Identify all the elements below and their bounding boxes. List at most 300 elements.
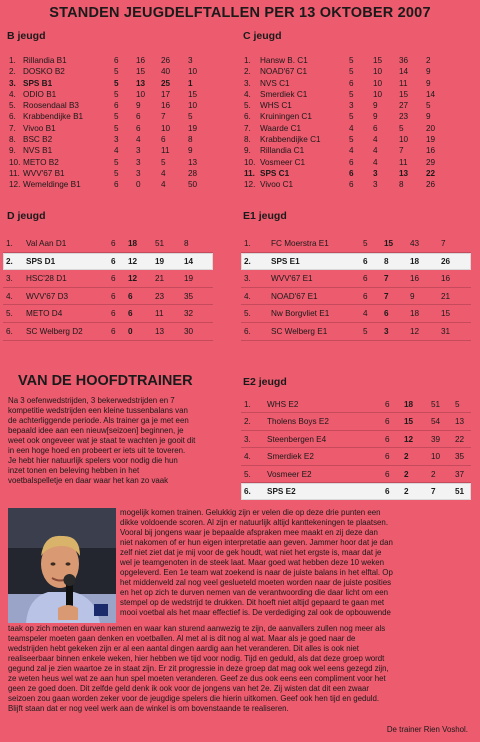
played-cell: 5: [349, 89, 354, 99]
table-row: [3, 235, 213, 253]
table-row: [243, 111, 473, 122]
rank-cell: 5.: [244, 101, 251, 111]
points-cell: 15: [404, 417, 414, 427]
rank-cell: 1.: [244, 400, 251, 409]
team-cell: Waarde C1: [260, 123, 302, 133]
e2-jeugd-table: [241, 396, 471, 500]
table-row: [241, 235, 471, 253]
table-row: [8, 168, 223, 179]
team-cell: METO B2: [23, 157, 59, 167]
table-row: [243, 100, 473, 111]
goals-against-cell: 10: [188, 101, 198, 111]
e1-jeugd-table: [241, 235, 471, 341]
goals-for-cell: 7: [161, 112, 166, 122]
text-line: ze weten heus wel wat ze aan hun spel moeten veranderen. Geef ze dus ook eens een compliment voor het: [8, 674, 386, 684]
goals-for-cell: 4: [161, 168, 166, 178]
team-cell: Wemeldinge B1: [23, 180, 81, 190]
played-cell: 6: [385, 400, 390, 409]
text-line: dikke voldoende scoren. Al zijn er natuurlijk altijd kanttekeningen te plaatsen.: [120, 518, 389, 528]
text-line: opgeleverd. Een 1e team wat zoekend is naar de juiste balans in het elftal. Op: [120, 568, 393, 578]
table-row: [243, 157, 473, 168]
played-cell: 5: [349, 67, 354, 77]
table-row: [241, 466, 471, 483]
goals-for-cell: 11: [161, 146, 170, 156]
goals-against-cell: 51: [455, 486, 465, 496]
team-cell: SPS E1: [271, 256, 300, 266]
goals-for-cell: 40: [161, 67, 171, 77]
text-line: Vooral bij jongens waar je bepaalde afspraken mee maakt en zij deze dan: [120, 528, 378, 538]
team-cell: ODIO B1: [23, 89, 57, 99]
rank-cell: 5.: [244, 309, 251, 319]
goals-against-cell: 32: [184, 309, 194, 319]
text-line: weet ook ongeveer wat je staat te wachten je gooit dit: [8, 436, 196, 446]
goals-for-cell: 10: [431, 452, 441, 462]
goals-against-cell: 37: [455, 469, 465, 479]
table-row: [3, 288, 213, 306]
goals-against-cell: 3: [188, 56, 193, 65]
points-cell: 10: [373, 67, 383, 77]
points-cell: 6: [373, 123, 378, 133]
goals-for-cell: 18: [410, 256, 420, 266]
table-row: [243, 179, 473, 190]
rank-cell: 5.: [6, 309, 13, 319]
text-line: bepaald idee aan een nieuw[seizoen] beginnen, je: [8, 426, 184, 436]
rank-cell: 6.: [6, 326, 13, 336]
goals-for-cell: 17: [161, 89, 171, 99]
team-cell: DOSKO B2: [23, 67, 65, 77]
table-row: [243, 78, 473, 89]
goals-against-cell: 14: [426, 89, 436, 99]
points-cell: 0: [136, 180, 141, 190]
team-cell: Rillandia B1: [23, 56, 67, 65]
rank-cell: 8.: [9, 135, 16, 145]
played-cell: 6: [111, 256, 116, 266]
table-row: [8, 78, 223, 89]
goals-for-cell: 23: [399, 112, 409, 122]
goals-against-cell: 26: [426, 180, 436, 190]
goals-for-cell: 10: [399, 135, 409, 145]
rank-cell: 5.: [244, 469, 251, 479]
goals-for-cell: 7: [431, 486, 436, 496]
goals-for-cell: 11: [155, 309, 164, 319]
goals-against-cell: 22: [455, 434, 465, 444]
goals-against-cell: 20: [426, 123, 436, 133]
b-jeugd-table: [8, 55, 223, 191]
goals-for-cell: 16: [410, 274, 420, 284]
goals-for-cell: 25: [161, 78, 171, 88]
team-cell: BSC B2: [23, 135, 53, 145]
played-cell: 6: [363, 291, 368, 301]
played-cell: 5: [114, 89, 119, 99]
rank-cell: 6.: [244, 326, 251, 336]
team-cell: Kruiningen C1: [260, 112, 312, 122]
table-row: [8, 157, 223, 168]
goals-against-cell: 5: [426, 101, 431, 111]
rank-cell: 7.: [9, 123, 16, 133]
d-jeugd-heading: D jeugd: [7, 210, 46, 222]
article-body-full: [8, 624, 478, 714]
points-cell: 0: [128, 326, 133, 336]
goals-against-cell: 29: [426, 157, 436, 167]
goals-for-cell: 4: [161, 180, 166, 190]
text-line: en het op zich te durven nemen van de verantwoording die daar licht om een: [120, 588, 389, 598]
rank-cell: 3.: [244, 78, 251, 88]
rank-cell: 8.: [244, 135, 251, 145]
text-line: kompetitie wedstrijden een kleine tussenbalans van: [8, 406, 188, 416]
team-cell: Smerdiek E2: [267, 452, 314, 462]
points-cell: 3: [373, 180, 378, 190]
played-cell: 6: [385, 452, 390, 462]
played-cell: 6: [349, 180, 354, 190]
goals-against-cell: 1: [188, 78, 193, 88]
table-row: [241, 253, 471, 271]
goals-against-cell: 5: [455, 400, 460, 409]
points-cell: 13: [136, 78, 146, 88]
points-cell: 12: [404, 434, 414, 444]
team-cell: Vivoo B1: [23, 123, 56, 133]
goals-for-cell: 14: [399, 67, 409, 77]
team-cell: Steenbergen E4: [267, 434, 327, 444]
played-cell: 6: [385, 469, 390, 479]
rank-cell: 5.: [9, 101, 16, 111]
points-cell: 3: [384, 326, 389, 336]
team-cell: METO D4: [26, 309, 63, 319]
text-line: niet nakomen of er hun eigen interpretatie aan geven. Jammer hoor dat je dan: [120, 538, 393, 548]
team-cell: Krabbendijke C1: [260, 135, 321, 145]
table-row: [243, 89, 473, 100]
goals-against-cell: 16: [441, 274, 451, 284]
table-row: [8, 55, 223, 66]
rank-cell: 9.: [9, 146, 16, 156]
goals-against-cell: 30: [184, 326, 194, 336]
trainer-photo: [8, 508, 116, 623]
team-cell: NOAD'67 C1: [260, 67, 308, 77]
goals-against-cell: 19: [184, 274, 194, 284]
table-row: [8, 100, 223, 111]
text-line: stempel op de wedstrijd te drukken. Dit hoeft niet altijd gepaard te gaan met: [120, 598, 385, 608]
points-cell: 4: [373, 146, 378, 156]
team-cell: WHS C1: [260, 101, 292, 111]
team-cell: SPS C1: [260, 168, 290, 178]
team-cell: Tholens Boys E2: [267, 417, 329, 427]
goals-for-cell: 11: [399, 157, 408, 167]
played-cell: 5: [363, 239, 368, 248]
table-row: [8, 145, 223, 156]
goals-against-cell: 31: [441, 326, 451, 336]
text-line: zelf niet ziet dat je mij voor de gek houdt, wat niet het ergste is, maar dat je: [120, 548, 382, 558]
points-cell: 15: [373, 56, 383, 65]
text-line: taak op zich moeten durven nemen en waar kan sturend aanwezig te zijn, de aanvallers zullen nog meer als: [8, 624, 386, 633]
points-cell: 7: [384, 274, 389, 284]
goals-against-cell: 15: [441, 309, 451, 319]
text-line: mooi voetbal als het maar effectief is. De verdediging zal ook de opbouwende: [120, 608, 391, 618]
played-cell: 6: [385, 417, 390, 427]
text-line: realiseerbaar binnen enkele weken, hier hebben we tijd voor nodig. Tijd en geduld, als dat deze groep wordt: [8, 654, 385, 664]
team-cell: SC Welberg E1: [271, 326, 328, 336]
table-row: [3, 323, 213, 341]
text-line: Je hebt hier natuurlijk spelers voor nodig die hun: [8, 456, 178, 466]
points-cell: 3: [373, 168, 378, 178]
goals-against-cell: 50: [188, 180, 198, 190]
points-cell: 6: [136, 112, 141, 122]
points-cell: 3: [136, 146, 141, 156]
goals-against-cell: 9: [426, 112, 431, 122]
goals-for-cell: 7: [399, 146, 404, 156]
goals-for-cell: 39: [431, 434, 441, 444]
team-cell: WVV'67 E1: [271, 274, 313, 284]
c-jeugd-table: [243, 55, 473, 191]
team-cell: SPS E2: [267, 486, 296, 496]
team-cell: NVS B1: [23, 146, 53, 156]
played-cell: 6: [114, 56, 119, 65]
goals-for-cell: 36: [399, 56, 409, 65]
text-line: teamspeler moeten gaan denken en voetballen. Al met al is dit nog al wat. Maar als je goed naar de: [8, 634, 356, 644]
goals-for-cell: 13: [399, 168, 409, 178]
played-cell: 4: [363, 309, 368, 319]
table-row: [243, 123, 473, 134]
goals-against-cell: 13: [455, 417, 465, 427]
table-row: [241, 413, 471, 430]
table-row: [241, 448, 471, 465]
played-cell: 5: [114, 168, 119, 178]
team-cell: Vosmeer E2: [267, 469, 312, 479]
goals-against-cell: 10: [188, 67, 198, 77]
team-cell: SC Welberg D2: [26, 326, 83, 336]
goals-for-cell: 23: [155, 291, 165, 301]
table-row: [243, 145, 473, 156]
rank-cell: 7.: [244, 123, 251, 133]
points-cell: 9: [136, 101, 141, 111]
table-row: [241, 323, 471, 341]
played-cell: 3: [349, 101, 354, 111]
goals-for-cell: 51: [155, 239, 165, 248]
text-line: in een hoge hoed en probeert er iets uit te toveren.: [8, 446, 186, 456]
goals-for-cell: 5: [161, 157, 166, 167]
text-line: geen ze goed doen. Dit zelfde geld denk ik ook voor de jongens van het 2e. Zij wisten dat dit een zwaar: [8, 684, 370, 694]
rank-cell: 1.: [6, 239, 13, 248]
points-cell: 4: [373, 157, 378, 167]
goals-for-cell: 11: [399, 78, 408, 88]
text-line: de achterliggende periode. Als trainer ga je met een: [8, 416, 189, 426]
team-cell: Nw Borgvliet E1: [271, 309, 330, 319]
rank-cell: 4.: [6, 291, 13, 301]
goals-for-cell: 13: [155, 326, 165, 336]
goals-for-cell: 9: [410, 291, 415, 301]
table-row: [8, 66, 223, 77]
team-cell: Krabbendijke B1: [23, 112, 84, 122]
played-cell: 6: [349, 157, 354, 167]
team-cell: HSC'28 D1: [26, 274, 67, 284]
team-cell: Hansw B. C1: [260, 56, 308, 65]
played-cell: 5: [114, 112, 119, 122]
text-line: gegund zal je zien waartoe ze in staat zijn. Er zit progressie in deze groep dat mag ook wel eens gezegd zijn,: [8, 664, 389, 674]
table-row: [241, 270, 471, 288]
rank-cell: 4.: [244, 291, 251, 301]
rank-cell: 1.: [9, 56, 16, 65]
points-cell: 18: [128, 239, 138, 248]
team-cell: WVV'67 B1: [23, 168, 65, 178]
rank-cell: 12.: [9, 180, 21, 190]
played-cell: 5: [349, 112, 354, 122]
goals-for-cell: 19: [155, 256, 165, 266]
goals-for-cell: 12: [410, 326, 420, 336]
points-cell: 7: [384, 291, 389, 301]
text-line: inzet tonen en beleving hebben in het: [8, 466, 140, 476]
played-cell: 5: [363, 326, 368, 336]
goals-against-cell: 7: [441, 239, 446, 248]
hoofdtrainer-title: VAN DE HOOFDTRAINER: [18, 373, 193, 389]
table-row: [8, 111, 223, 122]
played-cell: 5: [114, 157, 119, 167]
points-cell: 10: [373, 78, 383, 88]
article-intro: [8, 396, 236, 486]
rank-cell: 2.: [6, 256, 13, 266]
goals-against-cell: 8: [184, 239, 189, 248]
played-cell: 5: [114, 78, 119, 88]
rank-cell: 4.: [9, 89, 16, 99]
text-line: wel je teamgenoten in de steek laat. Maar goed wat hebben deze 10 weken: [120, 558, 385, 568]
table-row: [241, 483, 471, 500]
rank-cell: 2.: [244, 417, 251, 427]
page-title: STANDEN JEUGDELFTALLEN PER 13 OKTOBER 2007: [49, 5, 431, 21]
team-cell: Roosendaal B3: [23, 101, 79, 111]
rank-cell: 9.: [244, 146, 251, 156]
points-cell: 10: [373, 89, 383, 99]
played-cell: 6: [349, 168, 354, 178]
table-row: [8, 134, 223, 145]
goals-for-cell: 5: [399, 123, 404, 133]
team-cell: FC Moerstra E1: [271, 239, 329, 248]
goals-against-cell: 19: [188, 123, 198, 133]
played-cell: 6: [114, 180, 119, 190]
played-cell: 6: [363, 274, 368, 284]
played-cell: 5: [349, 135, 354, 145]
goals-for-cell: 27: [399, 101, 409, 111]
team-cell: NOAD'67 E1: [271, 291, 318, 301]
goals-against-cell: 26: [441, 256, 451, 266]
points-cell: 3: [136, 157, 141, 167]
played-cell: 4: [349, 123, 354, 133]
b-jeugd-heading: B jeugd: [7, 30, 46, 42]
points-cell: 15: [136, 67, 146, 77]
goals-against-cell: 14: [184, 256, 194, 266]
played-cell: 4: [114, 146, 119, 156]
rank-cell: 3.: [244, 274, 251, 284]
played-cell: 5: [114, 123, 119, 133]
team-cell: NVS C1: [260, 78, 290, 88]
goals-against-cell: 28: [188, 168, 198, 178]
text-line: mogelijk komen trainen. Gelukkig zijn er velen die op deze drie punten een: [120, 508, 381, 517]
goals-against-cell: 8: [188, 135, 193, 145]
team-cell: WVV'67 D3: [26, 291, 69, 301]
rank-cell: 11.: [244, 168, 255, 178]
goals-against-cell: 9: [188, 146, 193, 156]
goals-for-cell: 2: [431, 469, 436, 479]
article-signoff: De trainer Rien Voshol.: [386, 725, 468, 734]
played-cell: 6: [111, 309, 116, 319]
rank-cell: 4.: [244, 89, 251, 99]
table-row: [241, 431, 471, 448]
points-cell: 6: [128, 309, 133, 319]
team-cell: SPS D1: [26, 256, 56, 266]
goals-for-cell: 51: [431, 400, 441, 409]
table-row: [243, 66, 473, 77]
points-cell: 4: [136, 135, 141, 145]
points-cell: 10: [136, 89, 146, 99]
played-cell: 6: [363, 256, 368, 266]
goals-against-cell: 35: [455, 452, 465, 462]
rank-cell: 6.: [9, 112, 16, 122]
goals-for-cell: 18: [410, 309, 420, 319]
played-cell: 6: [385, 434, 390, 444]
played-cell: 4: [349, 146, 354, 156]
points-cell: 15: [384, 239, 394, 248]
goals-for-cell: 8: [399, 180, 404, 190]
text-line: Blijft staan dat er nog veel werk aan de winkel is om bovenstaande te realiseren.: [8, 704, 289, 714]
goals-against-cell: 9: [426, 67, 431, 77]
points-cell: 8: [384, 256, 389, 266]
goals-for-cell: 16: [161, 101, 171, 111]
rank-cell: 2.: [244, 67, 251, 77]
rank-cell: 10.: [244, 157, 256, 167]
rank-cell: 4.: [244, 452, 251, 462]
goals-for-cell: 21: [155, 274, 165, 284]
played-cell: 6: [111, 326, 116, 336]
goals-for-cell: 26: [161, 56, 171, 65]
d-jeugd-table: [3, 235, 213, 341]
text-line: Na 3 oefenwedstrijden, 3 bekerwedstrijden en 7: [8, 396, 175, 405]
article-body-right: [120, 508, 476, 619]
rank-cell: 3.: [6, 274, 13, 284]
points-cell: 6: [128, 291, 133, 301]
rank-cell: 10.: [9, 157, 21, 167]
team-cell: WHS E2: [267, 400, 299, 409]
goals-against-cell: 16: [426, 146, 436, 156]
goals-for-cell: 54: [431, 417, 441, 427]
goals-against-cell: 5: [188, 112, 193, 122]
points-cell: 9: [373, 101, 378, 111]
table-row: [3, 270, 213, 288]
goals-against-cell: 22: [426, 168, 436, 178]
table-row: [8, 89, 223, 100]
goals-for-cell: 43: [410, 239, 420, 248]
points-cell: 12: [128, 274, 138, 284]
text-line: voetbalspelletje en daar waar het kan zo vaak: [8, 476, 169, 486]
points-cell: 16: [136, 56, 146, 65]
table-row: [241, 396, 471, 413]
goals-against-cell: 15: [188, 89, 198, 99]
rank-cell: 6.: [244, 112, 251, 122]
table-row: [3, 305, 213, 323]
points-cell: 3: [136, 168, 141, 178]
played-cell: 6: [385, 486, 390, 496]
points-cell: 6: [136, 123, 141, 133]
team-cell: Val Aan D1: [26, 239, 67, 248]
table-row: [243, 55, 473, 66]
played-cell: 5: [114, 67, 119, 77]
table-row: [3, 253, 213, 271]
table-row: [243, 134, 473, 145]
text-line: wedstrijden hebt gekeken zijn er al een aantal dingen aardig aan het veranderen. Dit alles is ook niet: [8, 644, 359, 654]
played-cell: 6: [114, 101, 119, 111]
team-cell: Vosmeer C1: [260, 157, 306, 167]
rank-cell: 12.: [244, 180, 256, 190]
points-cell: 6: [384, 309, 389, 319]
rank-cell: 3.: [9, 78, 16, 88]
goals-for-cell: 15: [399, 89, 409, 99]
played-cell: 6: [349, 78, 354, 88]
points-cell: 2: [404, 452, 409, 462]
